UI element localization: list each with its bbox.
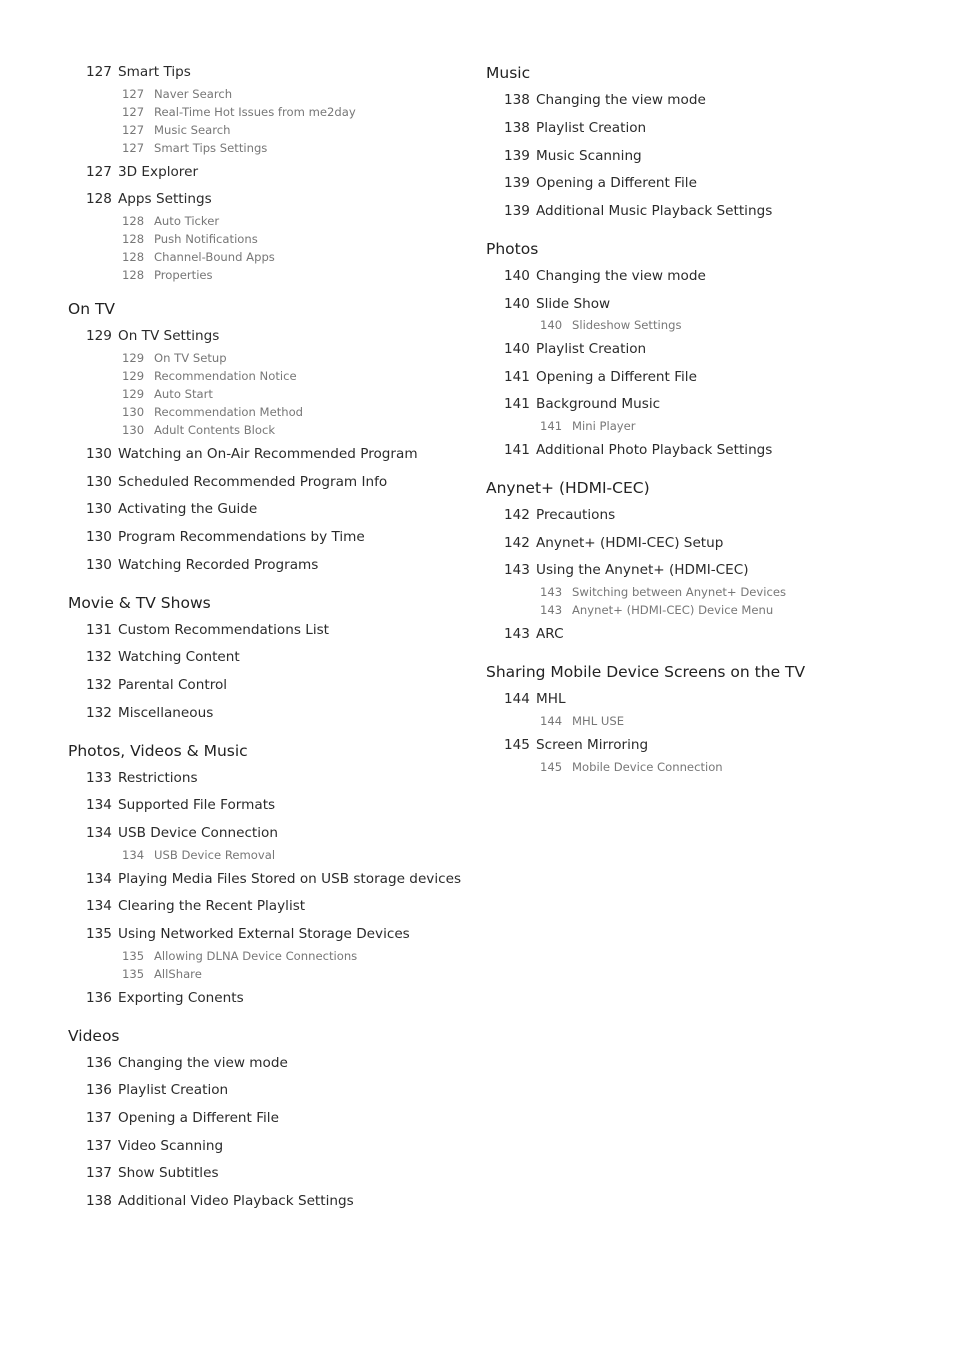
- toc-page-number: 129: [122, 351, 145, 365]
- toc-section-heading[interactable]: Sharing Mobile Device Screens on the TV: [486, 663, 806, 681]
- toc-page-number: 127: [122, 105, 145, 119]
- toc-section-heading[interactable]: Photos: [486, 240, 539, 258]
- toc-entry-title: Music Scanning: [536, 148, 642, 164]
- toc-page-number: 133: [86, 770, 112, 786]
- toc-entry[interactable]: [504, 122, 646, 136]
- toc-entry[interactable]: [504, 628, 564, 642]
- toc-entry-title: Program Recommendations by Time: [118, 529, 365, 545]
- toc-page-number: 127: [86, 64, 112, 80]
- toc-entry[interactable]: [86, 624, 329, 638]
- toc-page-number: 142: [504, 507, 530, 523]
- toc-entry-title: Changing the view mode: [536, 268, 706, 284]
- toc-page-number: 132: [86, 649, 112, 665]
- toc-entry-title: Smart Tips Settings: [154, 141, 268, 155]
- toc-entry-title: Anynet+ (HDMI-CEC) Device Menu: [572, 603, 774, 617]
- toc-page-number: 130: [86, 557, 112, 573]
- toc-subentry[interactable]: [540, 762, 723, 774]
- toc-page-number: 134: [86, 825, 112, 841]
- toc-entry[interactable]: [86, 531, 365, 545]
- toc-page-number: 139: [504, 203, 530, 219]
- toc-entry-title: Using Networked External Storage Devices: [118, 926, 410, 942]
- toc-page-number: 134: [122, 848, 145, 862]
- toc-section-heading[interactable]: On TV: [68, 300, 116, 318]
- toc-entry-title: Smart Tips: [118, 64, 191, 80]
- toc-entry[interactable]: [86, 1084, 228, 1098]
- toc-page-number: 127: [86, 164, 112, 180]
- toc-page-number: 141: [540, 419, 563, 433]
- toc-page-number: 140: [504, 296, 530, 312]
- toc-entry-title: Exporting Conents: [118, 990, 244, 1006]
- toc-entry-title: 3D Explorer: [118, 164, 199, 180]
- toc-page-number: 140: [504, 268, 530, 284]
- toc-page-number: 130: [86, 474, 112, 490]
- toc-page-number: 143: [540, 603, 563, 617]
- toc-entry-title: Push Notifications: [154, 232, 258, 246]
- toc-entry-title: Opening a Different File: [536, 175, 697, 191]
- toc-subentry[interactable]: [122, 143, 267, 155]
- toc-entry-title: Playlist Creation: [536, 341, 647, 357]
- toc-entry[interactable]: [504, 509, 615, 523]
- toc-subentry[interactable]: [122, 951, 357, 963]
- toc-page-number: 139: [504, 175, 530, 191]
- toc-subentry[interactable]: [122, 353, 227, 365]
- toc-entry-title: Additional Music Playback Settings: [536, 203, 773, 219]
- toc-entry-title: Show Subtitles: [118, 1165, 219, 1181]
- toc-entry-title: On TV Setup: [154, 351, 227, 365]
- toc-entry-title: Slide Show: [536, 296, 611, 312]
- toc-entry-title: Watching Content: [118, 649, 240, 665]
- toc-entry[interactable]: [86, 873, 461, 887]
- toc-entry[interactable]: [86, 928, 410, 942]
- toc-page-number: 128: [122, 214, 145, 228]
- toc-subentry[interactable]: [122, 407, 303, 419]
- toc-page-number: 132: [86, 677, 112, 693]
- toc-entry-title: Parental Control: [118, 677, 228, 693]
- toc-entry-title: Custom Recommendations List: [118, 622, 330, 638]
- toc-page-number: 141: [504, 396, 530, 412]
- toc-page-number: 135: [86, 926, 112, 942]
- toc-entry[interactable]: [504, 693, 566, 707]
- toc-entry-title: Watching Recorded Programs: [118, 557, 319, 573]
- toc-entry[interactable]: [86, 476, 387, 490]
- toc-entry-title: Changing the view mode: [118, 1055, 288, 1071]
- toc-entry[interactable]: [504, 564, 749, 578]
- toc-subentry[interactable]: [122, 270, 213, 282]
- toc-entry[interactable]: [86, 651, 240, 665]
- toc-entry[interactable]: [86, 330, 219, 344]
- toc-entry-title: Adult Contents Block: [154, 423, 276, 437]
- toc-entry-title: ARC: [536, 626, 564, 642]
- toc-page-number: 128: [122, 268, 145, 282]
- toc-page-number: 143: [504, 626, 530, 642]
- toc-page-number: 143: [504, 562, 530, 578]
- toc-page-number: 137: [86, 1138, 112, 1154]
- toc-page-number: 129: [86, 328, 112, 344]
- toc-page-number: 138: [504, 92, 530, 108]
- toc-entry-title: Additional Photo Playback Settings: [536, 442, 773, 458]
- toc-page-number: 144: [540, 714, 563, 728]
- toc-entry-title: Playing Media Files Stored on USB storage devices: [118, 871, 462, 887]
- toc-subentry[interactable]: [540, 320, 682, 332]
- toc-page-number: 136: [86, 990, 112, 1006]
- toc-entry[interactable]: [86, 799, 275, 813]
- toc-page-number: 130: [86, 446, 112, 462]
- toc-entry[interactable]: [504, 739, 648, 753]
- toc-entry-title: Restrictions: [118, 770, 198, 786]
- toc-page-number: 145: [540, 760, 563, 774]
- toc-entry[interactable]: [86, 827, 278, 841]
- toc-entry-title: Apps Settings: [118, 191, 212, 207]
- toc-entry[interactable]: [86, 166, 198, 180]
- toc-subentry[interactable]: [122, 389, 213, 401]
- toc-entry[interactable]: [504, 205, 772, 219]
- toc-entry-title: Mobile Device Connection: [572, 760, 723, 774]
- toc-page-number: 132: [86, 705, 112, 721]
- toc-entry-title: Watching an On-Air Recommended Program: [118, 446, 418, 462]
- toc-page-number: 139: [504, 148, 530, 164]
- toc-entry-title: Opening a Different File: [118, 1110, 279, 1126]
- toc-entry[interactable]: [504, 343, 646, 357]
- toc-entry[interactable]: [504, 398, 660, 412]
- toc-page-number: 128: [86, 191, 112, 207]
- toc-entry-title: MHL USE: [572, 714, 625, 728]
- toc-entry-title: MHL: [536, 691, 566, 707]
- toc-subentry[interactable]: [122, 425, 275, 437]
- toc-entry-title: Switching between Anynet+ Devices: [572, 585, 787, 599]
- toc-entry-title: Supported File Formats: [118, 797, 276, 813]
- toc-page-number: 134: [86, 898, 112, 914]
- toc-page-number: 129: [122, 387, 145, 401]
- toc-page-number: 134: [86, 871, 112, 887]
- toc-entry[interactable]: [504, 298, 610, 312]
- toc-entry[interactable]: [86, 1057, 288, 1071]
- toc-entry-title: Changing the view mode: [536, 92, 706, 108]
- toc-page-number: 127: [122, 87, 145, 101]
- toc-subentry[interactable]: [540, 716, 624, 728]
- toc-entry[interactable]: [504, 270, 706, 284]
- toc-page-number: 127: [122, 123, 145, 137]
- toc-page-number: 127: [122, 141, 145, 155]
- toc-section-heading[interactable]: Music: [486, 64, 531, 82]
- toc-entry-title: Recommendation Notice: [154, 369, 297, 383]
- toc-subentry[interactable]: [122, 107, 356, 119]
- toc-entry[interactable]: [86, 448, 418, 462]
- toc-section-heading[interactable]: Photos, Videos & Music: [68, 742, 248, 760]
- toc-entry-title: Channel-Bound Apps: [154, 250, 275, 264]
- toc-entry-title: Activating the Guide: [118, 501, 258, 517]
- toc-page-number: 138: [504, 120, 530, 136]
- toc-subentry[interactable]: [540, 605, 773, 617]
- toc-entry[interactable]: [86, 707, 213, 721]
- toc-page-number: 137: [86, 1110, 112, 1126]
- toc-entry-title: Anynet+ (HDMI-CEC) Setup: [536, 535, 724, 551]
- toc-entry[interactable]: [86, 900, 305, 914]
- toc-page-number: 128: [122, 232, 145, 246]
- toc-entry-title: Clearing the Recent Playlist: [118, 898, 306, 914]
- toc-entry-title: Additional Video Playback Settings: [118, 1193, 354, 1209]
- toc-entry-title: Background Music: [536, 396, 661, 412]
- toc-entry-title: Properties: [154, 268, 213, 282]
- toc-entry-title: Mini Player: [572, 419, 636, 433]
- toc-section-heading[interactable]: Movie & TV Shows: [68, 594, 211, 612]
- toc-entry-title: Video Scanning: [118, 1138, 224, 1154]
- toc-entry[interactable]: [86, 679, 227, 693]
- toc-entry[interactable]: [504, 177, 697, 191]
- toc-entry[interactable]: [86, 1112, 279, 1126]
- toc-entry-title: Playlist Creation: [536, 120, 647, 136]
- toc-page-number: 140: [540, 318, 563, 332]
- toc-page-number: 130: [86, 501, 112, 517]
- toc-page-number: 130: [122, 405, 145, 419]
- toc-subentry[interactable]: [122, 969, 202, 981]
- toc-entry[interactable]: [504, 94, 706, 108]
- toc-page-number: 143: [540, 585, 563, 599]
- toc-page-number: 144: [504, 691, 530, 707]
- toc-entry-title: USB Device Connection: [118, 825, 278, 841]
- toc-entry[interactable]: [86, 193, 212, 207]
- toc-page-number: 141: [504, 369, 530, 385]
- toc-entry-title: Auto Start: [154, 387, 213, 401]
- toc-entry-title: Scheduled Recommended Program Info: [118, 474, 388, 490]
- toc-page-number: 128: [122, 250, 145, 264]
- toc-subentry[interactable]: [122, 252, 275, 264]
- toc-entry-title: Real-Time Hot Issues from me2day: [154, 105, 356, 119]
- toc-page-number: 142: [504, 535, 530, 551]
- toc-section-heading[interactable]: Videos: [68, 1027, 120, 1045]
- toc-entry-title: Miscellaneous: [118, 705, 214, 721]
- toc-entry-title: Using the Anynet+ (HDMI-CEC): [536, 562, 749, 578]
- toc-entry[interactable]: [86, 559, 318, 573]
- toc-page-number: 140: [504, 341, 530, 357]
- toc-entry-title: Slideshow Settings: [572, 318, 682, 332]
- toc-page-number: 130: [122, 423, 145, 437]
- toc-entry[interactable]: [504, 537, 723, 551]
- toc-page-number: 134: [86, 797, 112, 813]
- toc-entry[interactable]: [504, 371, 697, 385]
- toc-subentry[interactable]: [540, 421, 636, 433]
- toc-page-number: 145: [504, 737, 530, 753]
- toc-subentry[interactable]: [122, 234, 258, 246]
- toc-entry[interactable]: [86, 503, 257, 517]
- toc-page-number: 141: [504, 442, 530, 458]
- toc-entry-title: Screen Mirroring: [536, 737, 649, 753]
- toc-entry[interactable]: [86, 772, 198, 786]
- toc-entry[interactable]: [86, 66, 191, 80]
- toc-entry[interactable]: [504, 444, 772, 458]
- toc-entry[interactable]: [86, 1195, 354, 1209]
- toc-entry-title: Naver Search: [154, 87, 233, 101]
- toc-entry-title: Playlist Creation: [118, 1082, 229, 1098]
- toc-page-number: 130: [86, 529, 112, 545]
- toc-subentry[interactable]: [122, 216, 219, 228]
- toc-subentry[interactable]: [122, 371, 297, 383]
- toc-page-number: 138: [86, 1193, 112, 1209]
- toc-entry[interactable]: [86, 1140, 223, 1154]
- toc-entry-title: Allowing DLNA Device Connections: [154, 949, 358, 963]
- toc-page-number: 137: [86, 1165, 112, 1181]
- toc-subentry[interactable]: [122, 125, 231, 137]
- toc-entry-title: Opening a Different File: [536, 369, 697, 385]
- toc-page-number: 136: [86, 1082, 112, 1098]
- toc-subentry[interactable]: [122, 89, 232, 101]
- toc-page-number: 129: [122, 369, 145, 383]
- toc-subentry[interactable]: [540, 587, 786, 599]
- toc-entry[interactable]: [86, 1167, 219, 1181]
- toc-subentry[interactable]: [122, 850, 275, 862]
- toc-entry-title: On TV Settings: [118, 328, 220, 344]
- toc-entry-title: Music Search: [154, 123, 231, 137]
- toc-entry[interactable]: [504, 150, 642, 164]
- toc-page-number: 135: [122, 949, 145, 963]
- toc-entry-title: Recommendation Method: [154, 405, 304, 419]
- toc-page-number: 136: [86, 1055, 112, 1071]
- toc-entry-title: Precautions: [536, 507, 616, 523]
- toc-entry-title: USB Device Removal: [154, 848, 276, 862]
- toc-entry-title: Auto Ticker: [154, 214, 220, 228]
- toc-entry-title: AllShare: [154, 967, 202, 981]
- toc-section-heading[interactable]: Anynet+ (HDMI-CEC): [486, 479, 650, 497]
- toc-entry[interactable]: [86, 992, 244, 1006]
- toc-page-number: 135: [122, 967, 145, 981]
- toc-page-number: 131: [86, 622, 112, 638]
